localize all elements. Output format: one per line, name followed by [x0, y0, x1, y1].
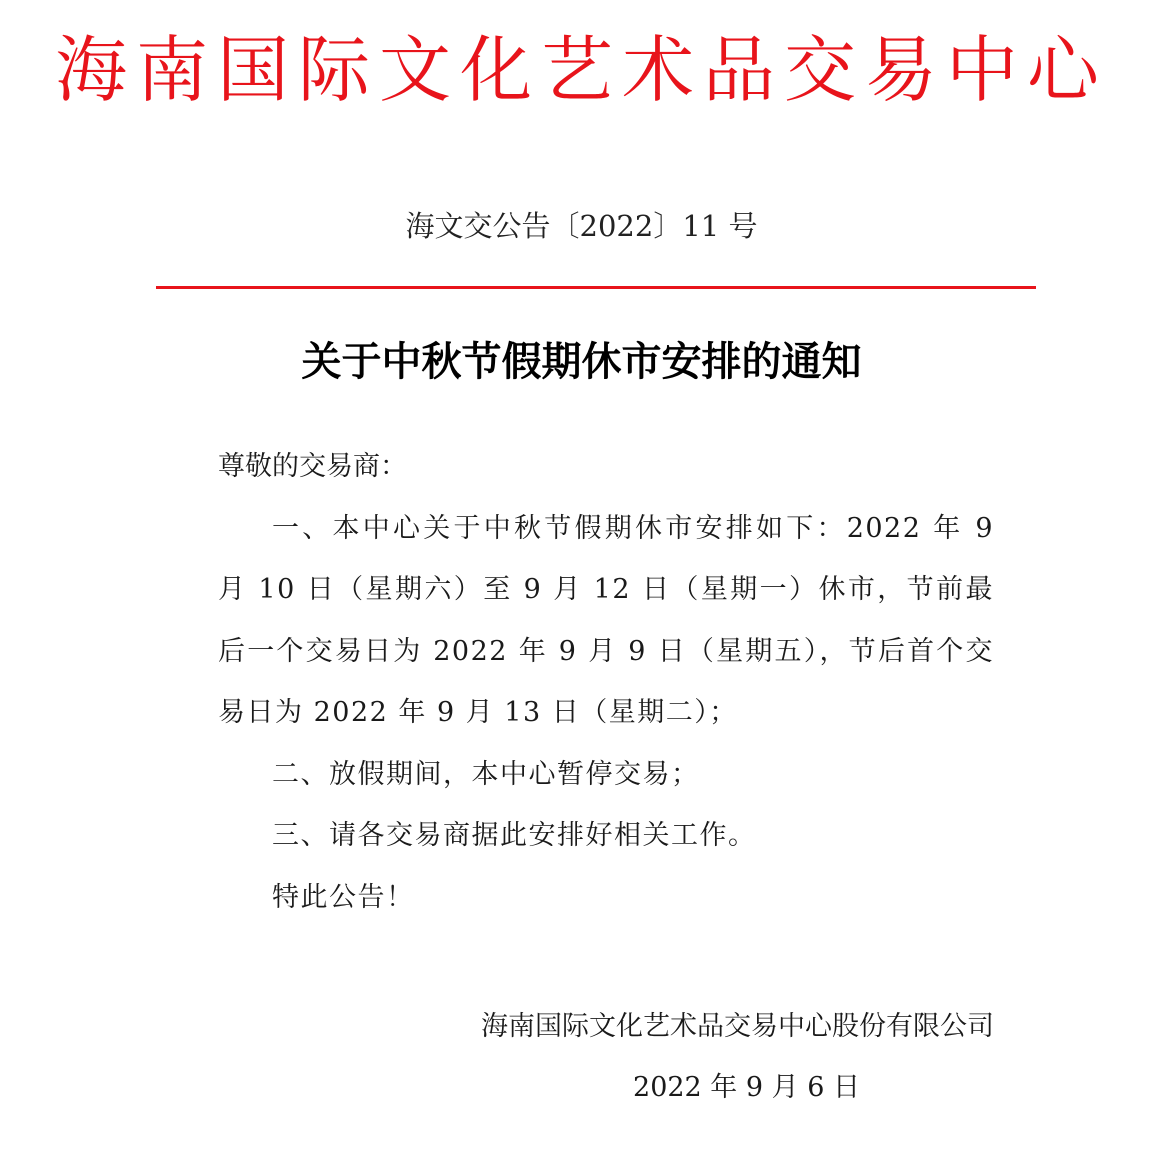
notice-title: 关于中秋节假期休市安排的通知 — [301, 338, 862, 385]
notice-item-3: 三、请各交易商据此安排好相关工作。 — [272, 820, 757, 851]
letterhead-org-name: 海南国际文化艺术品交易中心 — [54, 28, 1108, 112]
salutation: 尊敬的交易商： — [218, 451, 407, 482]
notice-item-2: 二、放假期间，本中心暂停交易； — [272, 758, 700, 790]
notice-body — [218, 436, 994, 928]
signature-company: 海南国际文化艺术品交易中心股份有限公司 — [481, 1011, 994, 1042]
signature-block — [460, 996, 994, 1118]
notice-item-1: 一、本中心关于中秋节假期休市安排如下：2022 年 9 月 10 日（星期六）至 9 月 12 日（星期一）休市，节前最后一个交易日为 2022 年 9 月 9 日（星期五），节后首个交易日为 2022 年 9 月 13 日（星期二）； — [218, 512, 994, 728]
closing-statement: 特此公告！ — [272, 881, 415, 913]
signature-date: 2022 年 9 月 6 日 — [633, 1072, 860, 1103]
document-number: 海文交公告〔2022〕11 号 — [405, 209, 758, 243]
red-divider-line — [156, 286, 1036, 289]
